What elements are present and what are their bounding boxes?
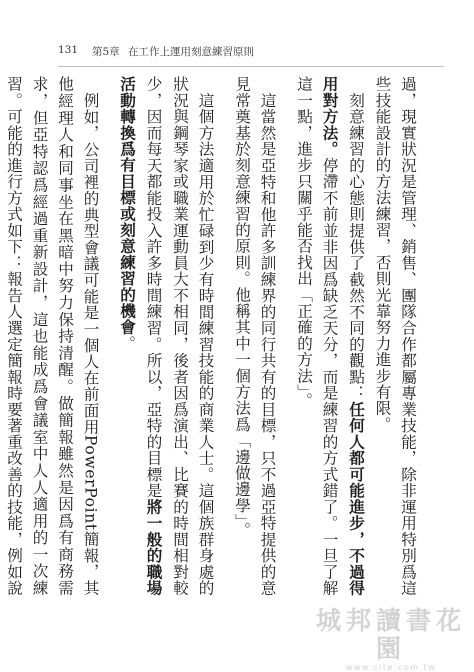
chapter-label: 第5章 [92,46,120,58]
running-header [58,44,444,60]
paragraph-2-emphasis: 任何人都可能進步，不過得用對方法。 [320,76,366,597]
paragraph-gap [280,76,291,596]
watermark-logo: 城邦讀書花園 [316,606,467,663]
section-title: 在工作上運用刻意練習原則 [128,46,254,58]
paragraph-gap [103,76,114,596]
page-number: 131 [58,44,79,56]
paragraph-4-emphasis: 將一般的職場活動轉換爲有目標或刻意練習的機會 [118,76,164,597]
paragraph-2-text-c: 停滯不前並非因爲缺乏天分，而是練習的方式錯了。一旦了解這一點，進步只關乎能否找出「正確的方法」。 [295,76,339,597]
paragraph-3 [229,76,280,596]
paragraph-4-text-c: 。 [118,335,136,352]
publisher-watermark [316,606,467,672]
paragraph-gap [218,76,229,596]
paragraph-2 [291,76,370,596]
paragraph-3-text: 這當然是亞特和他許多訓練界的同行共有的目標，只不過亞特提供的意見常奠基於刻意練習的原則。他稱其中一個方法爲「邊做邊學」。 [233,76,277,597]
paragraph-5 [0,76,103,596]
paragraph-2-text-a: 刻意練習的心態則提供了截然不同的觀點： [347,92,365,402]
paragraph-1-text: 過，現實狀況是管理、銷售、團隊合作都屬專業技能，除非運用特別爲這些技能設計的方法練習，否則光靠努力進步有限。 [373,76,417,596]
paragraph-4 [114,76,218,596]
paragraph-1 [369,76,420,596]
body-text [5,76,420,597]
header-divider [58,66,444,67]
paragraph-5-text: 例如，公司裡的典型會議可能是一個人在前面用PowerPoint簡報，其他經理人和同事坐在黑暗中努力保持清醒。做簡報雖然是因爲有商務需求，但亞特認爲經過重新設計，這也能成爲會議室中人人適用的一次練習。可能的進行方式如下：報告人選定簡報時要著重改善的技能，例如說 [5,76,100,597]
watermark-url: www.cite.com.tw [345,663,437,672]
paragraph-4-text-a: 這個方法適用於忙碌到少有時間練習技能的商業人士。這個族群身處的狀況與鋼琴家或職業運動員大不相同，後者因爲演出、比賽的時間相對較少，因而每天都能投入許多時間練習。所以，亞特的目標是 [144,76,215,597]
